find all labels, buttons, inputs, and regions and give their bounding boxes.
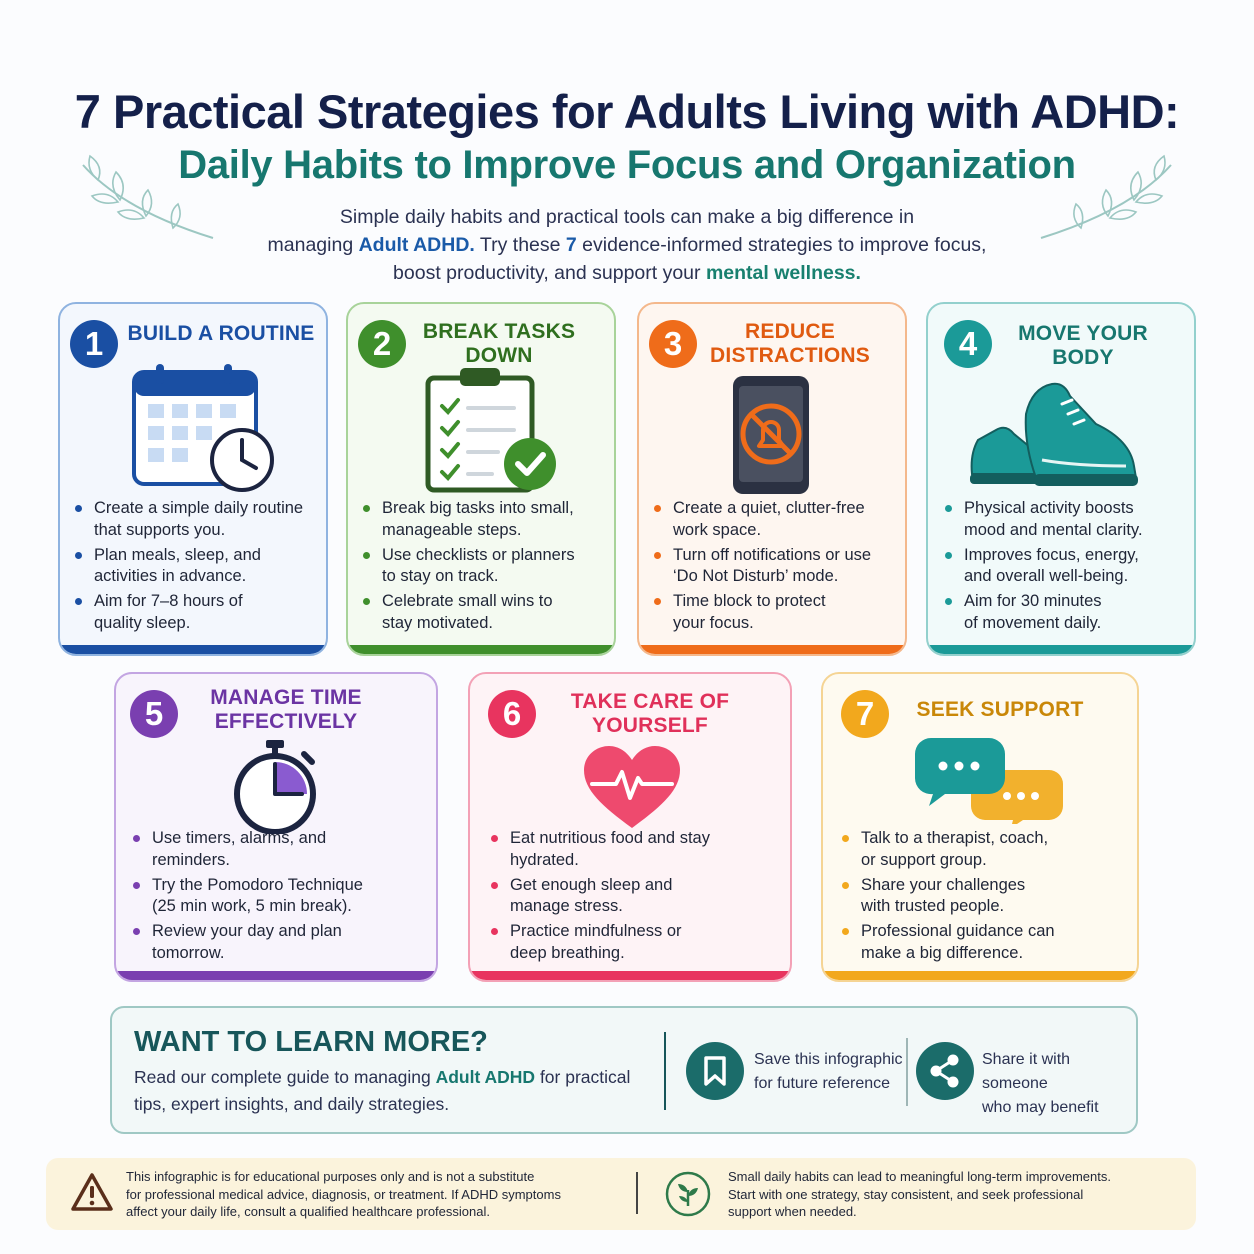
list-item: Aim for 30 minutes of movement daily. (942, 591, 1192, 634)
list-item: Try the Pomodoro Technique (25 min work, 5 min break). (130, 875, 430, 918)
card-title: BUILD A ROUTINE (127, 322, 315, 345)
page-subtitle: Daily Habits to Improve Focus and Organization (178, 143, 1076, 187)
number-badge: 4 (944, 320, 992, 368)
stopwatch-icon (228, 738, 322, 834)
learn-more-text: Read our complete guide to managing Adult ADHD for practical tips, expert insights, and daily strategies. (134, 1067, 631, 1114)
list-item: Create a quiet, clutter-free work space. (651, 498, 901, 541)
card-title: BREAK TASKS DOWN (422, 320, 576, 367)
list-item: Turn off notifications or use ‘Do Not Disturb’ mode. (651, 545, 901, 588)
bullet-list (942, 498, 1192, 638)
bullet-list (360, 498, 610, 638)
share-icon (916, 1042, 974, 1100)
number-badge: 3 (649, 320, 697, 368)
footer-panel (46, 1158, 1196, 1230)
card-accent-bar (348, 645, 614, 654)
list-item: Time block to protect your focus. (651, 591, 901, 634)
number-badge: 1 (70, 320, 118, 368)
warning-icon (70, 1172, 114, 1212)
list-item: Review your day and plan tomorrow. (130, 921, 430, 964)
heart-pulse-icon (582, 744, 682, 830)
card-title: TAKE CARE OF YOURSELF (570, 690, 730, 737)
list-item: Eat nutritious food and stay hydrated. (488, 828, 788, 871)
list-item: Improves focus, energy, and overall well-being. (942, 545, 1192, 588)
divider (636, 1172, 638, 1214)
learn-more-title: WANT TO LEARN MORE? (134, 1026, 488, 1058)
page-title: 7 Practical Strategies for Adults Living with ADHD: (74, 85, 1180, 138)
divider (906, 1038, 908, 1106)
list-item: Professional guidance can make a big difference. (839, 921, 1135, 964)
bullet-list (130, 828, 430, 968)
list-item: Get enough sleep and manage stress. (488, 875, 788, 918)
bookmark-icon (686, 1042, 744, 1100)
bullet-list (651, 498, 901, 638)
number-badge: 7 (841, 690, 889, 738)
strategy-card-break-tasks (346, 302, 616, 656)
card-title: REDUCE DISTRACTIONS (710, 320, 870, 367)
list-item: Use checklists or planners to stay on track. (360, 545, 610, 588)
divider (664, 1032, 666, 1110)
card-accent-bar (470, 971, 790, 980)
card-accent-bar (639, 645, 905, 654)
bullet-list (488, 828, 788, 968)
list-item: Celebrate small wins to stay motivated. (360, 591, 610, 634)
number-badge: 5 (130, 690, 178, 738)
card-title: SEEK SUPPORT (916, 698, 1084, 721)
leaf-branch-right-icon (1036, 150, 1176, 245)
sneakers-icon (966, 374, 1146, 490)
list-item: Practice mindfulness or deep breathing. (488, 921, 788, 964)
card-title: MOVE YOUR BODY (1018, 322, 1148, 369)
card-accent-bar (928, 645, 1194, 654)
sprout-icon (664, 1170, 712, 1218)
number-badge: 6 (488, 690, 536, 738)
encouragement-text: Small daily habits can lead to meaningful long-term improvements. Start with one strategy, stay consistent, and seek professional support when needed. (728, 1169, 1111, 1219)
card-accent-bar (60, 645, 326, 654)
phone-notifications-off-icon (729, 374, 813, 498)
clipboard-checklist-icon (424, 366, 564, 494)
strategy-card-manage-time (114, 672, 438, 982)
list-item: Create a simple daily routine that supports you. (72, 498, 322, 541)
intro-paragraph: Simple daily habits and practical tools can make a big difference in managing Adult ADHD. Try these 7 evidence-informed strategies to improve focus, boost productivity, and support your mental wellness. (267, 206, 987, 284)
card-accent-bar (116, 971, 436, 980)
disclaimer-text: This infographic is for educational purposes only and is not a substitute for professional medical advice, diagnosis, or treatment. If ADHD symptoms affect your daily life, consult a qualified healthcare professional. (126, 1169, 561, 1219)
learn-more-panel: WANT TO LEARN MORE? Read our complete guide to managing Adult ADHD for practical tips, expert insights, and daily strategies. Save this infographic for future reference Share it with someone who may benefit (110, 1006, 1138, 1134)
card-accent-bar (823, 971, 1137, 980)
strategy-card-self-care (468, 672, 792, 982)
list-item: Talk to a therapist, coach, or support group. (839, 828, 1135, 871)
chat-bubbles-icon (913, 736, 1067, 824)
strategy-card-move-body (926, 302, 1196, 656)
list-item: Use timers, alarms, and reminders. (130, 828, 430, 871)
strategy-card-seek-support (821, 672, 1139, 982)
list-item: Plan meals, sleep, and activities in advance. (72, 545, 322, 588)
card-title: MANAGE TIME EFFECTIVELY (210, 686, 362, 733)
number-badge: 2 (358, 320, 406, 368)
strategy-card-reduce-distractions (637, 302, 907, 656)
bullet-list (72, 498, 322, 638)
list-item: Aim for 7–8 hours of quality sleep. (72, 591, 322, 634)
bullet-list (839, 828, 1135, 968)
list-item: Physical activity boosts mood and mental clarity. (942, 498, 1192, 541)
calendar-clock-icon (130, 362, 280, 492)
leaf-branch-left-icon (78, 150, 218, 245)
list-item: Break big tasks into small, manageable steps. (360, 498, 610, 541)
strategy-card-build-routine (58, 302, 328, 656)
list-item: Share your challenges with trusted people. (839, 875, 1135, 918)
